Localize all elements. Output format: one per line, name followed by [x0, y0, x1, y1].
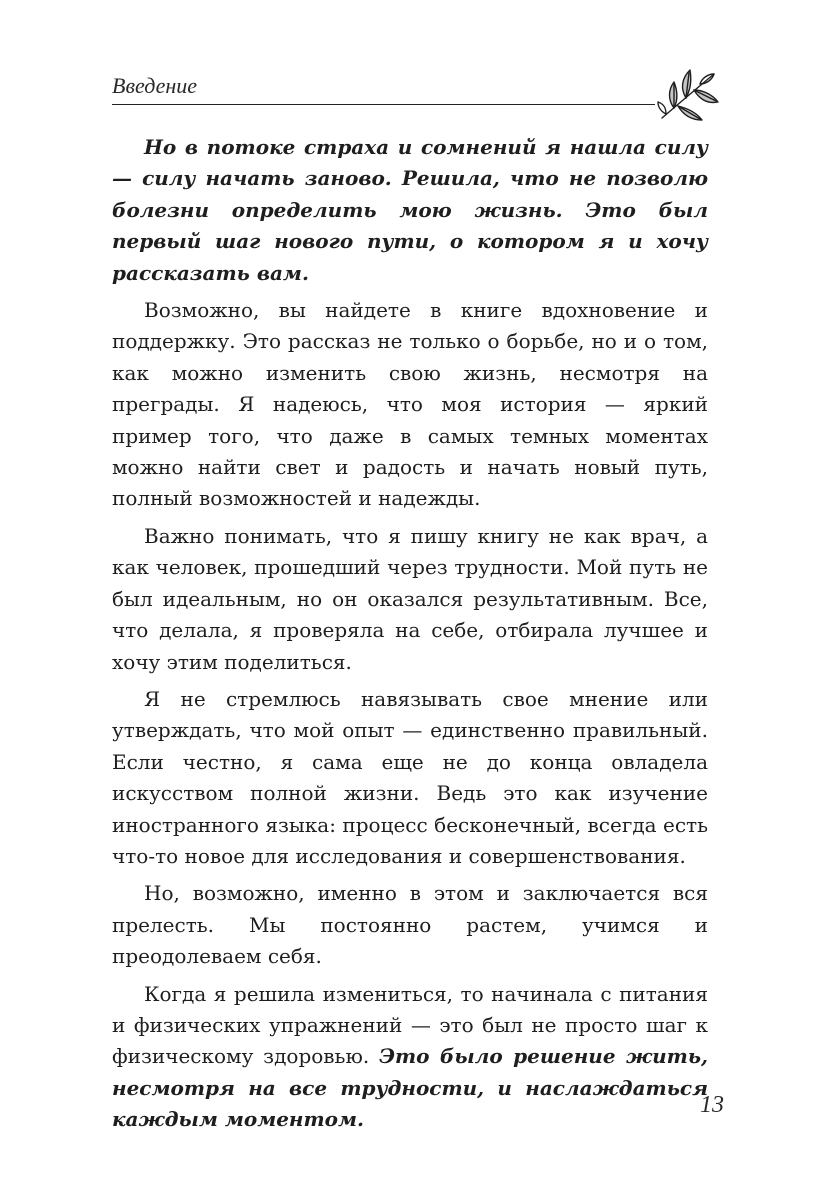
- paragraph-regular-part: Когда я решила измениться, то начинала с питания и физических упражнений — это был не просто шаг к физическому здоровью.: [112, 981, 708, 1069]
- header-rule: [112, 104, 655, 105]
- paragraph: Я не стремлюсь навязывать свое мнение или утверждать, что мой опыт — единственно правильный. Если честно, я сама еще не до конца овладела искусством полной жизни. Ведь это как изучение иностранного языка: процесс бесконечный, всегда есть что-то новое для исследования и совершенствования.: [112, 686, 708, 868]
- page-number: 13: [700, 1092, 724, 1118]
- paragraph: Важно понимать, что я пишу книгу не как врач, а как человек, прошедший через трудности. Мой путь не был идеальным, но он оказался результативным. Все, что делала, я проверяла на себе, отбирала лучшее и хочу этим поделиться.: [112, 523, 708, 674]
- paragraph-emphasis-part: Это было решение жить, несмотря на все трудности, и наслаждаться каждым моментом.: [112, 1044, 708, 1132]
- leaf-sprig-icon: [656, 66, 722, 126]
- body-text: [112, 132, 708, 1142]
- paragraph-mixed: [112, 979, 708, 1136]
- paragraph: Возможно, вы найдете в книге вдохновение и поддержку. Это рассказ не только о борьбе, но и о том, как можно изменить свою жизнь, несмотря на преграды. Я надеюсь, что моя история — яркий пример того, что даже в самых темных моментах можно найти свет и радость и начать новый путь, полный возможностей и надежды.: [112, 298, 708, 511]
- running-head-section-title: Введение: [112, 73, 198, 98]
- paragraph: Но, возможно, именно в этом и заключается вся прелесть. Мы постоянно растем, учимся и преодолеваем себя.: [112, 881, 708, 969]
- paragraph-intro-emphasis: Но в потоке страха и сомнений я нашла силу — силу начать заново. Решила, что не позволю болезни определить мою жизнь. Это был первый шаг нового пути, о котором я и хочу рассказать вам.: [112, 135, 708, 285]
